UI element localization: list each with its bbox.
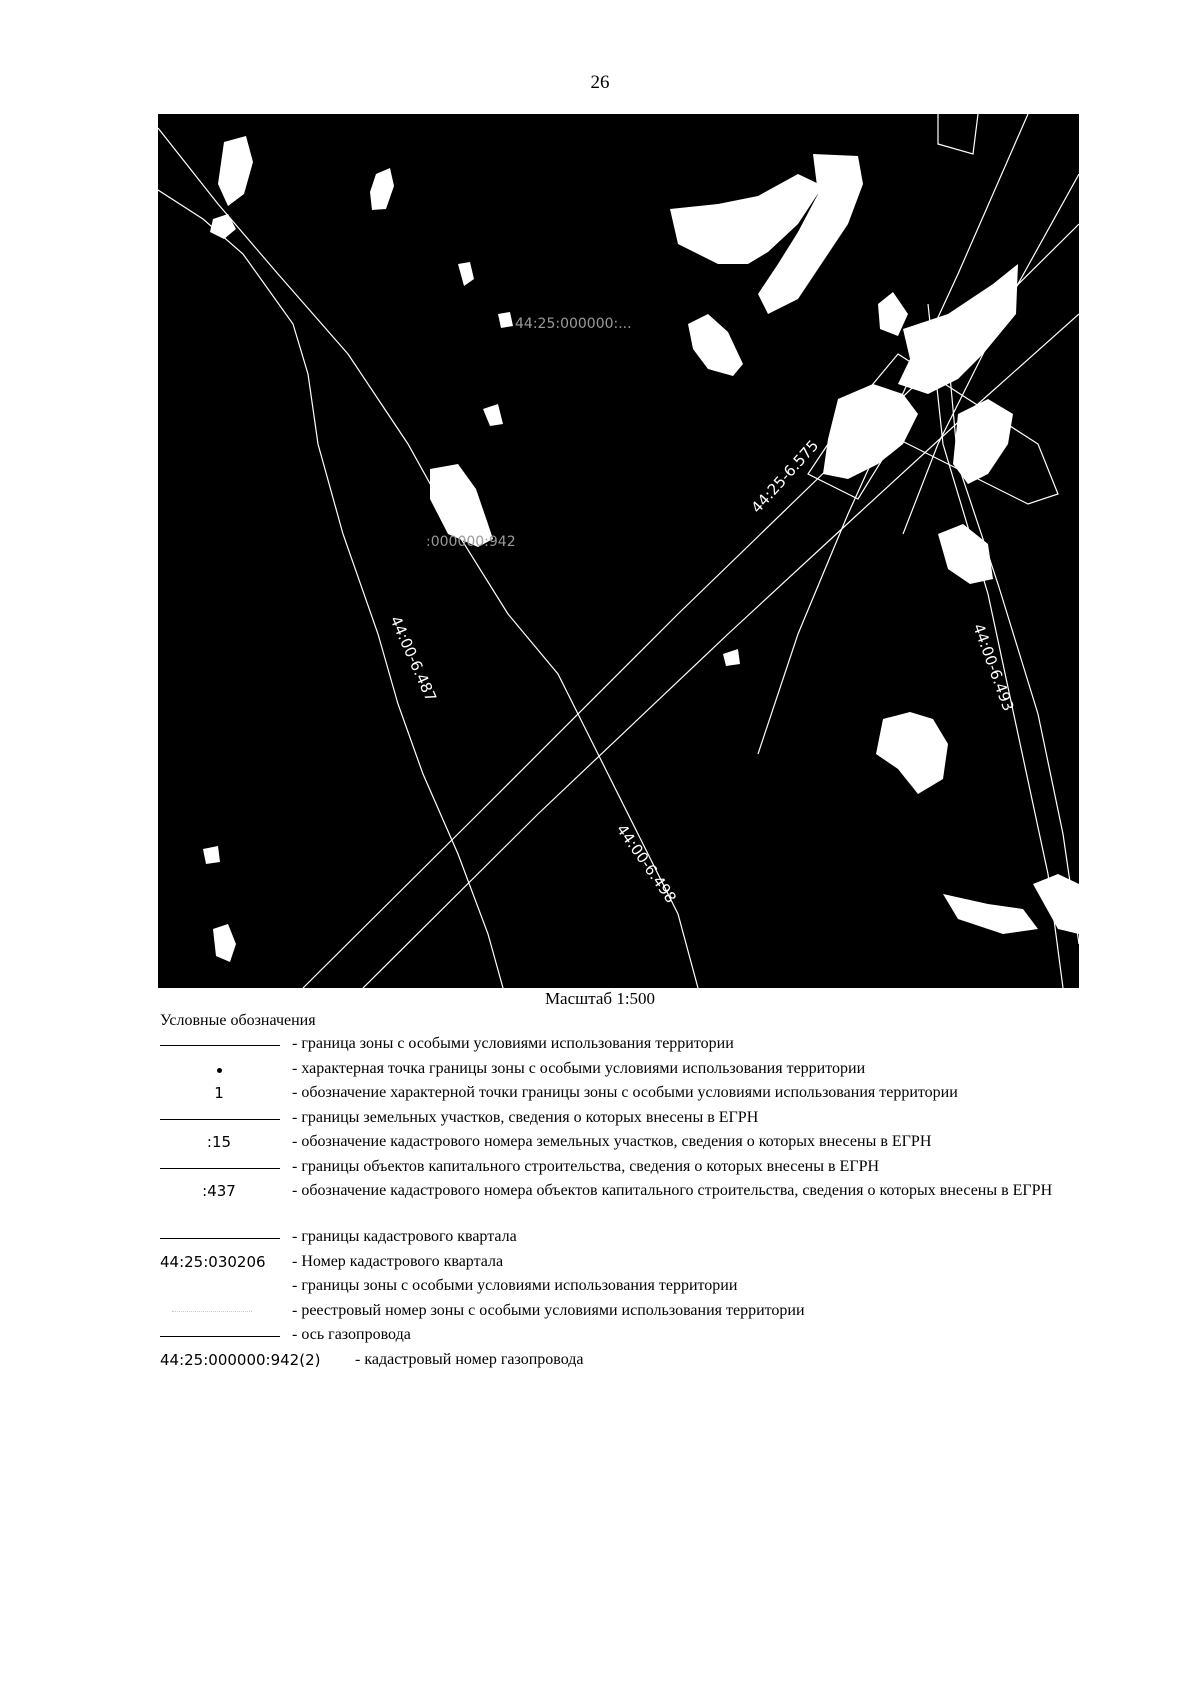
legend-symbol [158, 1276, 280, 1301]
point-marker-icon [217, 1068, 222, 1073]
map-label-487: 44:00-6.487 [386, 613, 441, 705]
map-label-cadastre-faint: 44:25:000000:... [515, 316, 632, 332]
legend-text: - ось газопровода [292, 1326, 411, 1343]
object-boundary-line [938, 114, 978, 154]
terrain-patch [876, 712, 948, 794]
legend [158, 1034, 1078, 1374]
legend-symbol [158, 1301, 280, 1326]
map-label-575: 44:25-6.575 [747, 436, 823, 517]
page-number: 26 [590, 72, 610, 93]
terrain-patch [213, 924, 236, 962]
legend-symbol [158, 1325, 280, 1350]
legend-row [158, 1301, 1078, 1326]
legend-symbol [158, 1108, 280, 1133]
terrain-patch [203, 846, 220, 864]
legend-text: - кадастровый номер газопровода [355, 1350, 584, 1368]
legend-text: - обозначение характерной точки границы зоны с особыми условиями использования территории [292, 1084, 958, 1101]
legend-text: - границы объектов капитального строительства, сведения о которых внесены в ЕГРН [292, 1157, 880, 1175]
legend-row [158, 1034, 1078, 1059]
legend-text: - Номер кадастрового квартала [292, 1252, 504, 1270]
legend-symbol: :15 [206, 1133, 232, 1151]
legend-text: - границы земельных участков, сведения о которых внесены в ЕГРН [292, 1108, 759, 1126]
satellite-map [158, 114, 1079, 988]
terrain-patch [498, 312, 513, 328]
legend-symbol: 1 [214, 1084, 224, 1102]
legend-row [158, 1276, 1078, 1301]
legend-row [158, 1181, 1078, 1227]
legend-text: - реестровый номер зоны с особыми условиями использования территории [292, 1301, 805, 1319]
legend-row [158, 1059, 1078, 1084]
terrain-patch [210, 214, 236, 239]
legend-text: - граница зоны с особыми условиями использования территории [292, 1035, 734, 1052]
legend-row [158, 1252, 1078, 1277]
legend-symbol: 44:25:030206 [160, 1252, 266, 1271]
legend-row [158, 1108, 1078, 1133]
legend-symbol: 44:25:000000:942(2) [160, 1350, 321, 1369]
map-label-cadastre-faint-2: :000000:942 [426, 534, 516, 550]
map-label-493: 44:00-6.493 [969, 621, 1018, 714]
terrain-patch [723, 649, 740, 666]
legend-row [158, 1083, 1078, 1108]
terrain-patch [943, 894, 1038, 934]
legend-symbol [158, 1059, 280, 1084]
terrain-patch [483, 404, 503, 426]
legend-symbol [158, 1227, 280, 1252]
terrain-patch [218, 136, 253, 206]
boundary-lines [158, 114, 1079, 988]
legend-text: - границы зоны с особыми условиями использования территории [292, 1277, 738, 1294]
legend-row [158, 1325, 1078, 1350]
legend-text: - характерная точка границы зоны с особыми условиями использования территории [292, 1059, 866, 1077]
legend-text: - границы кадастрового квартала [292, 1228, 517, 1245]
legend-row [158, 1132, 1078, 1157]
terrain-patch [938, 524, 993, 584]
terrain-patch [688, 314, 743, 376]
legend-text: - обозначение кадастрового номера объектов капитального строительства, сведения о которых внесены в ЕГРН [292, 1182, 1053, 1199]
terrain-patch [370, 168, 394, 210]
legend-row [158, 1157, 1078, 1182]
terrain-patch [1033, 874, 1079, 934]
legend-symbol [158, 1157, 280, 1182]
zone-boundary-line [158, 128, 698, 988]
terrain-patch [898, 264, 1018, 394]
zone-boundary-line [158, 190, 503, 988]
terrain-patch [458, 262, 474, 286]
legend-text: - обозначение кадастрового номера земельных участков, сведения о которых внесены в ЕГРН [292, 1133, 932, 1150]
map-canvas [158, 114, 1079, 988]
legend-symbol [158, 1034, 280, 1059]
legend-row [158, 1350, 1078, 1375]
map-label-498: 44:00-6.498 [612, 820, 681, 907]
terrain-patches [203, 136, 1079, 962]
legend-symbol: :437 [202, 1182, 236, 1200]
legend-row [158, 1227, 1078, 1252]
legend-title: Условные обозначения [160, 1012, 316, 1029]
map-scale: Масштаб 1:500 [544, 989, 656, 1008]
